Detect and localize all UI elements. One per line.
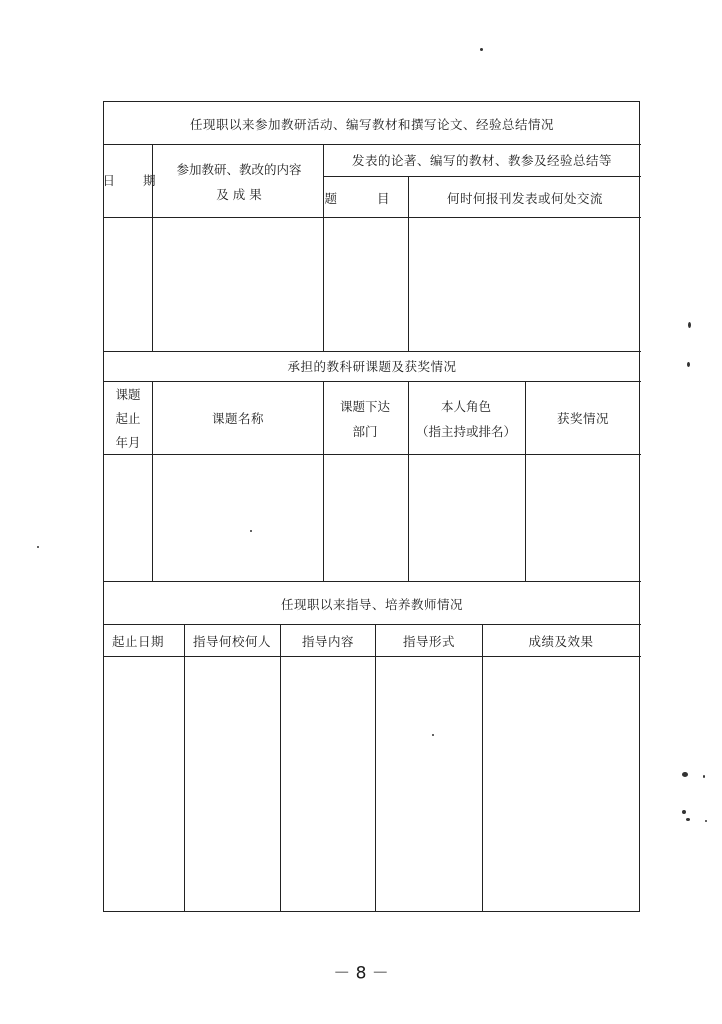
role-column-header	[416, 394, 516, 444]
section2-title-divider	[104, 381, 641, 382]
scan-speck	[37, 546, 39, 548]
where-column-header: 何时何报刊发表或何处交流	[446, 190, 604, 206]
section2-bottom	[104, 581, 641, 582]
activity-header-line1: 参加教研、教改的内容	[176, 162, 302, 177]
scan-speck	[687, 362, 690, 367]
award-column-header: 获奖情况	[556, 410, 610, 426]
publications-subheader-divider	[323, 176, 641, 177]
s1-divider-date	[152, 144, 153, 351]
period-header-line3: 年月	[115, 435, 141, 450]
guidance-content-column-header: 指导内容	[301, 633, 355, 649]
section3-title: 任现职以来指导、培养教师情况	[280, 596, 464, 612]
period-header-line2: 起止	[115, 411, 141, 426]
scan-speck	[703, 775, 705, 778]
section1-header-bottom	[104, 217, 641, 218]
period-column-header	[115, 383, 140, 455]
role-header-line1: 本人角色	[440, 399, 492, 414]
s2-divider-period	[152, 381, 153, 581]
activity-column-header	[176, 157, 301, 207]
s2-divider-role	[525, 381, 526, 581]
scan-speck	[682, 772, 688, 777]
role-header-line2: （指主持或排名）	[415, 424, 517, 439]
guidance-form-column-header: 指导形式	[402, 633, 456, 649]
section3-header-bottom	[104, 656, 641, 657]
s2-divider-issuer	[408, 381, 409, 581]
section2-header-bottom	[104, 454, 641, 455]
scan-speck	[682, 810, 686, 814]
section2-title: 承担的教科研课题及获奖情况	[287, 358, 457, 374]
s1-divider-activity	[323, 144, 324, 351]
scan-speck	[432, 734, 434, 736]
s3-divider-who	[280, 624, 281, 912]
teaching-research-form	[103, 101, 640, 912]
issuer-column-header	[340, 394, 390, 444]
issuer-header-line1: 课题下达	[339, 399, 391, 414]
issuer-header-line2: 部门	[352, 424, 378, 439]
s3-divider-dates	[184, 624, 185, 912]
date-column-header: 日 期	[102, 172, 168, 188]
page-number: － 8 －	[333, 963, 389, 984]
dates-column-header: 起止日期	[111, 633, 165, 649]
s1-divider-topic	[408, 176, 409, 351]
scan-speck	[686, 818, 690, 821]
section1-bottom	[104, 351, 641, 352]
scan-speck	[480, 48, 483, 51]
scan-speck	[705, 820, 707, 822]
section1-title: 任现职以来参加教研活动、编写教材和撰写论文、经验总结情况	[189, 116, 555, 132]
publications-column-header: 发表的论著、编写的教材、教参及经验总结等	[351, 152, 613, 168]
project-name-column-header: 课题名称	[211, 410, 265, 426]
period-header-line1: 课题	[115, 387, 141, 402]
s2-divider-name	[323, 381, 324, 581]
section1-title-divider	[104, 144, 641, 145]
s3-divider-content	[375, 624, 376, 912]
guided-who-column-header: 指导何校何人	[192, 633, 272, 649]
topic-column-header: 题 目	[324, 190, 408, 206]
s3-divider-form	[482, 624, 483, 912]
scan-speck	[688, 322, 691, 328]
activity-header-line2: 及 成 果	[216, 187, 262, 202]
results-column-header: 成绩及效果	[528, 633, 594, 649]
scan-speck	[250, 530, 252, 532]
